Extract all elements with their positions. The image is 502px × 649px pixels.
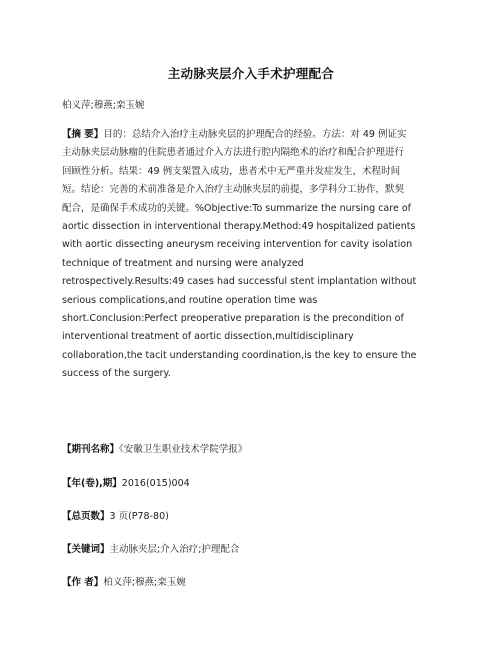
- year-value: 2016(015)004: [121, 478, 190, 489]
- abstract-line: short.Conclusion:Perfect preoperative preparation is the precondition of: [62, 313, 404, 325]
- abstract-line: 配合，是确保手术成功的关键。%Objective:To summarize the nursing care of: [62, 202, 411, 214]
- abstract-line: 回顾性分析。结果：49 例支架置入成功，患者术中无严重并发症发生，术程时间: [62, 165, 401, 177]
- abstract-line: serious complications,and routine operation time was: [62, 294, 318, 306]
- keywords-row: [62, 541, 239, 555]
- document-title: 主动脉夹层介入手术护理配合: [167, 66, 335, 81]
- keywords-label: 【关键词】: [62, 544, 110, 555]
- authors-row: [62, 574, 186, 588]
- abstract-label: 【摘 要】: [62, 129, 104, 140]
- year-label: 【年(卷),期】: [62, 478, 122, 489]
- abstract-text: 目的：总结介入治疗主动脉夹层的护理配合的经验。方法：对 49 例证实: [103, 129, 407, 140]
- abstract-line: interventional treatment of aortic dissection,multidisciplinary: [62, 331, 354, 343]
- abstract-block: [62, 126, 442, 384]
- author-line: 柏义萍;穆燕;栾玉婉: [62, 100, 145, 111]
- abstract-line: 短。结论：完善的术前准备是介入治疗主动脉夹层的前提，多学科分工协作，默契: [62, 184, 405, 196]
- pages-label: 【总页数】: [62, 511, 110, 522]
- journal-label: 【期刊名称】: [62, 444, 120, 455]
- abstract-line: success of the surgery.: [62, 368, 171, 380]
- pages-value: 3 页(P78-80): [109, 511, 169, 522]
- authors-label: 【作 者】: [62, 577, 104, 588]
- abstract-line: technique of treatment and nursing were analyzed: [62, 257, 304, 269]
- abstract-line: collaboration,the tacit understanding coordination,is the key to ensure the: [62, 349, 417, 361]
- journal-value: 《安徽卫生职业技术学院学报》: [119, 444, 248, 455]
- authors-value: 柏义萍;穆燕;栾玉婉: [103, 577, 186, 588]
- abstract-line: [62, 126, 442, 144]
- abstract-line: 主动脉夹层动脉瘤的住院患者通过介入方法进行腔内隔绝术的治疗和配合护理进行: [62, 147, 405, 159]
- journal-name-row: [62, 441, 247, 455]
- abstract-line: aortic dissection in interventional therapy.Method:49 hospitalized patients: [62, 221, 416, 233]
- keywords-value: 主动脉夹层;介入治疗;护理配合: [109, 544, 240, 555]
- pages-row: [62, 508, 169, 522]
- abstract-line: with aortic dissecting aneurysm receiving intervention for cavity isolation: [62, 239, 413, 251]
- year-volume-row: [62, 475, 190, 489]
- abstract-line: retrospectively.Results:49 cases had successful stent implantation without: [62, 276, 417, 288]
